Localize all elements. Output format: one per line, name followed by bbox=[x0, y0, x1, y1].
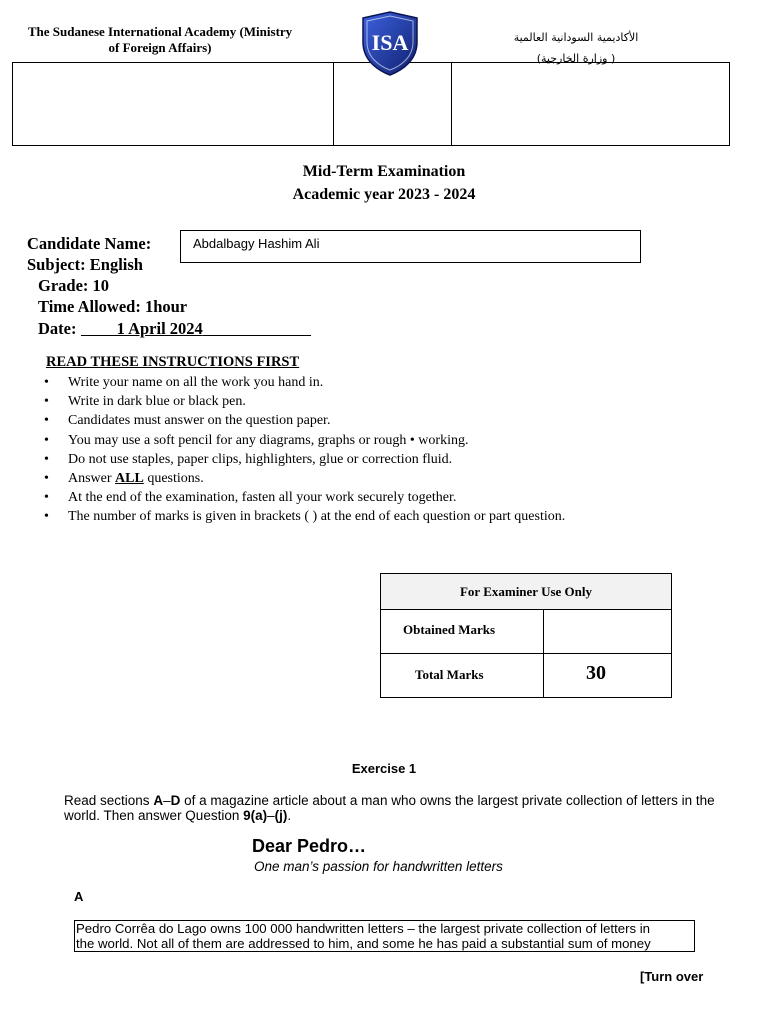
bullet-icon: • bbox=[44, 509, 49, 525]
header-divider-left bbox=[333, 63, 334, 145]
school-name-en-line1: The Sudanese International Academy (Ministry bbox=[27, 24, 293, 39]
time-allowed-label: Time Allowed: 1hour bbox=[38, 297, 188, 316]
date-blank-after bbox=[203, 319, 311, 336]
candidate-name-field[interactable]: Abdalbagy Hashim Ali bbox=[180, 230, 641, 263]
turn-over-label: [Turn over bbox=[640, 969, 704, 984]
instruction-item: • Write your name on all the work you hand in. bbox=[44, 375, 324, 390]
total-marks-value: 30 bbox=[586, 662, 606, 684]
bullet-icon: • bbox=[44, 394, 49, 410]
instructions-list bbox=[44, 374, 704, 528]
date-label: Date: bbox=[38, 319, 77, 338]
instruction-item: • Answer ALL questions. bbox=[44, 470, 204, 486]
obtained-marks-label: Obtained Marks bbox=[403, 622, 496, 637]
instruction-item: • Write in dark blue or black pen. bbox=[44, 394, 246, 410]
school-name-en-line2: of Foreign Affairs) bbox=[108, 40, 212, 55]
date-blank-before bbox=[81, 319, 117, 336]
section-label: A bbox=[74, 889, 84, 904]
school-logo-icon bbox=[355, 8, 425, 78]
logo-text: ISA bbox=[371, 30, 409, 55]
school-name-english bbox=[14, 24, 306, 56]
subject-label: Subject: English bbox=[27, 255, 143, 274]
article-title: Dear Pedro… bbox=[252, 836, 367, 856]
passage-text bbox=[74, 920, 695, 952]
exam-title: Mid-Term Examination bbox=[302, 163, 466, 180]
examiner-table bbox=[380, 573, 672, 698]
grade-label: Grade: 10 bbox=[38, 276, 110, 295]
bullet-icon: • bbox=[44, 451, 49, 467]
exercise-intro: Read sections A–D of a magazine article about a man who owns the largest private collection of letters in the world. Then answer Question 9(a)–(j). bbox=[64, 793, 715, 823]
passage-line: Pedro Corrêa do Lago owns 100 000 handwritten letters – the largest private collection of letters in bbox=[76, 921, 650, 936]
emphasis-all: ALL bbox=[115, 470, 144, 486]
instruction-item: • You may use a soft pencil for any diagrams, graphs or rough • working. bbox=[44, 432, 469, 448]
academic-year: Academic year 2023 - 2024 bbox=[292, 186, 476, 203]
school-name-ar-line2: ( وزارة الخارجية) bbox=[536, 52, 616, 65]
instruction-item: • At the end of the examination, fasten all your work securely together. bbox=[44, 490, 457, 506]
bullet-icon: • bbox=[44, 375, 49, 390]
date-row bbox=[38, 318, 311, 339]
bullet-icon: • bbox=[44, 432, 49, 448]
instruction-item: • The number of marks is given in brackets ( ) at the end of each question or part question. bbox=[44, 509, 566, 525]
examiner-table-row-divider bbox=[381, 653, 671, 654]
bullet-icon: • bbox=[44, 413, 49, 429]
school-name-arabic bbox=[446, 27, 706, 69]
candidate-name-label: Candidate Name: bbox=[27, 234, 152, 253]
examiner-table-col-divider bbox=[543, 609, 544, 697]
exercise-title: Exercise 1 bbox=[351, 761, 417, 776]
date-value: 1 April 2024 bbox=[116, 319, 203, 338]
bullet-icon: • bbox=[44, 490, 49, 506]
instruction-item: • Candidates must answer on the question paper. bbox=[44, 413, 331, 429]
bullet-icon: • bbox=[44, 470, 49, 486]
school-name-ar-line1: الأكاديمية السودانية العالمية bbox=[513, 31, 639, 44]
passage-line: the world. Not all of them are addressed to him, and some he has paid a substantial sum of money bbox=[76, 936, 651, 951]
article-subtitle: One man’s passion for handwritten letters bbox=[254, 859, 503, 874]
instruction-item: • Do not use staples, paper clips, highlighters, glue or correction fluid. bbox=[44, 451, 453, 467]
instructions-heading: READ THESE INSTRUCTIONS FIRST bbox=[46, 354, 300, 370]
total-marks-label: Total Marks bbox=[415, 667, 484, 682]
header-divider-right bbox=[451, 63, 452, 145]
examiner-table-heading: For Examiner Use Only bbox=[381, 574, 671, 610]
